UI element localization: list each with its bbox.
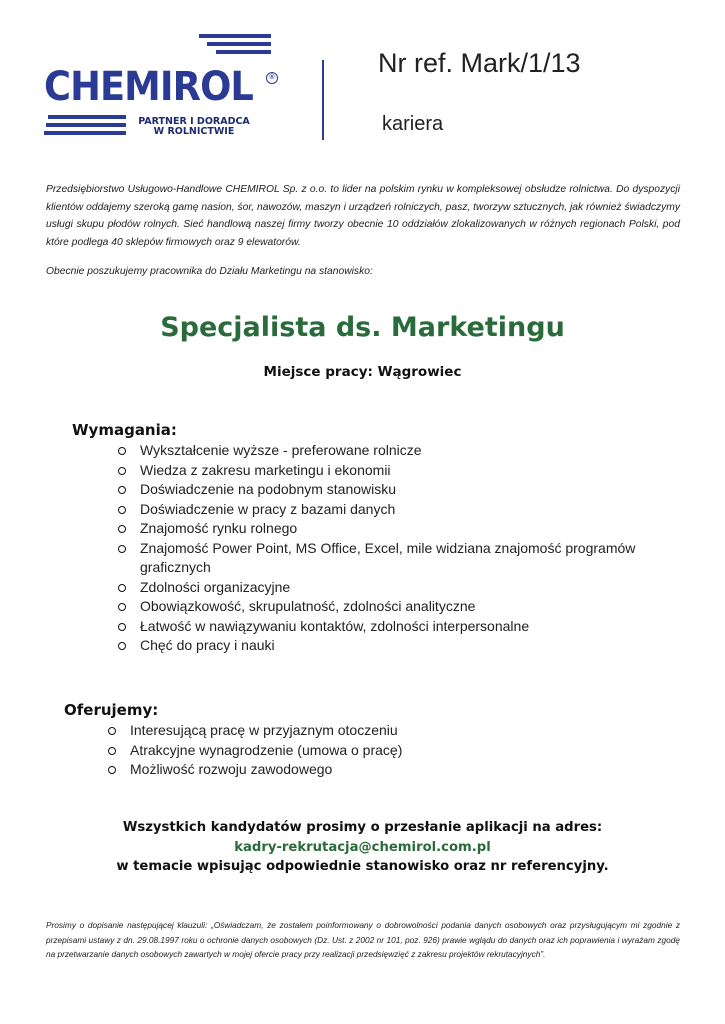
company-intro: Przedsiębiorstwo Usługowo-Handlowe CHEMIROL Sp. z o.o. to lider na polskim rynku w kompleksowej obsłudze rolnictwa. Do dyspozycji klientów oddajemy szeroką gamę nasion, śor, nawozów, maszyn i urządzeń rolniczych, pasz, tworzyw sztucznych, jak również świadczymy usługi skupu płodów rolnych. Sieć handlową naszej firmy tworzy obecnie 10 oddziałów zlokalizowanych w różnych regionach Polski, pod które podlega 40 sklepów firmowych oraz 9 elewatorów. bbox=[46, 184, 680, 248]
circle-bullet-icon bbox=[118, 545, 126, 553]
reference-number: Nr ref. Mark/1/13 bbox=[378, 48, 581, 78]
circle-bullet-icon bbox=[118, 525, 126, 533]
logo-stripe bbox=[216, 50, 271, 54]
circle-bullet-icon bbox=[118, 603, 126, 611]
chemirol-logo bbox=[44, 34, 276, 142]
list-item bbox=[118, 500, 678, 520]
list-item bbox=[118, 461, 678, 481]
work-location: Miejsce pracy: Wągrowiec bbox=[263, 364, 462, 380]
requirement-text: Znajomość Power Point, MS Office, Excel, mile widziana znajomość programów graficznych bbox=[140, 539, 636, 575]
circle-bullet-icon bbox=[118, 623, 126, 631]
offer-list bbox=[108, 721, 668, 780]
logo-stripe bbox=[207, 42, 271, 46]
offer-heading: Oferujemy: bbox=[64, 701, 159, 719]
logo-stripe bbox=[48, 115, 126, 119]
list-item bbox=[118, 480, 678, 500]
list-item bbox=[118, 597, 678, 617]
requirements-list bbox=[118, 441, 678, 656]
circle-bullet-icon bbox=[118, 642, 126, 650]
requirements-heading: Wymagania: bbox=[72, 421, 177, 439]
list-item bbox=[118, 617, 678, 637]
circle-bullet-icon bbox=[108, 747, 116, 755]
circle-bullet-icon bbox=[118, 447, 126, 455]
offer-text: Interesującą pracę w przyjaznym otoczeniu bbox=[130, 722, 398, 738]
circle-bullet-icon bbox=[118, 584, 126, 592]
requirement-text: Chęć do pracy i nauki bbox=[140, 637, 275, 653]
contact-instruction: Wszystkich kandydatów prosimy o przesłanie aplikacji na adres: bbox=[122, 820, 603, 835]
logo-wordmark: CHEMIROL bbox=[44, 64, 253, 110]
circle-bullet-icon bbox=[118, 486, 126, 494]
logo-stripe bbox=[46, 123, 126, 127]
list-item bbox=[118, 519, 678, 539]
registered-mark-icon: ® bbox=[266, 72, 278, 84]
requirement-text: Wiedza z zakresu marketingu i ekonomii bbox=[140, 461, 391, 478]
header-divider bbox=[322, 60, 324, 140]
requirement-text: Obowiązkowość, skrupulatność, zdolności analityczne bbox=[140, 598, 476, 614]
section-label: kariera bbox=[382, 113, 444, 135]
requirement-text: Znajomość rynku rolnego bbox=[140, 520, 298, 536]
circle-bullet-icon bbox=[108, 727, 116, 735]
logo-stripe bbox=[44, 131, 126, 135]
data-protection-clause: Prosimy o dopisanie następującej klauzuli: „Oświadczam, że zostałem poinformowany o dobrowolności podania danych osobowych oraz przysługującym mi zgodnie z przepisami ustawy z dn. 29.08.1997 roku o ochronie danych osobowych (Dz. Ust. z 2002 nr 101, poz. 926) prawie wglądu do danych oraz ich poprawienia i wyrażam zgodę na przetwarzanie danych osobowych zawartych w mojej ofercie pracy przy realizacji przedsięwzięć z zakresu projektów rekrutacyjnych”. bbox=[46, 920, 680, 959]
logo-tagline bbox=[132, 117, 256, 137]
contact-email-link[interactable]: kadry-rekrutacja@chemirol.com.pl bbox=[234, 840, 491, 855]
offer-text: Atrakcyjne wynagrodzenie (umowa o pracę) bbox=[130, 741, 403, 758]
list-item bbox=[118, 539, 678, 578]
logo-stripe bbox=[199, 34, 271, 38]
job-title: Specjalista ds. Marketingu bbox=[160, 312, 565, 343]
contact-subject-note: w temacie wpisując odpowiednie stanowisko oraz nr referencyjny. bbox=[116, 859, 609, 874]
list-item bbox=[108, 721, 668, 741]
requirement-text: Doświadczenie w pracy z bazami danych bbox=[140, 500, 396, 517]
requirement-text: Łatwość w nawiązywaniu kontaktów, zdolności interpersonalne bbox=[140, 617, 530, 634]
logo-tagline-line2: W ROLNICTWIE bbox=[153, 126, 235, 137]
list-item bbox=[118, 636, 678, 656]
logo-tagline-line1: PARTNER I DORADCA bbox=[138, 116, 250, 127]
seeking-statement: Obecnie poszukujemy pracownika do Działu Marketingu na stanowisko: bbox=[46, 266, 373, 277]
list-item bbox=[118, 441, 678, 461]
list-item bbox=[118, 578, 678, 598]
requirement-text: Zdolności organizacyjne bbox=[140, 578, 291, 595]
offer-text: Możliwość rozwoju zawodowego bbox=[130, 761, 333, 777]
circle-bullet-icon bbox=[118, 467, 126, 475]
list-item bbox=[108, 760, 668, 780]
circle-bullet-icon bbox=[118, 506, 126, 514]
list-item bbox=[108, 741, 668, 761]
requirement-text: Wykształcenie wyższe - preferowane rolnicze bbox=[140, 442, 422, 458]
requirement-text: Doświadczenie na podobnym stanowisku bbox=[140, 481, 397, 497]
circle-bullet-icon bbox=[108, 766, 116, 774]
